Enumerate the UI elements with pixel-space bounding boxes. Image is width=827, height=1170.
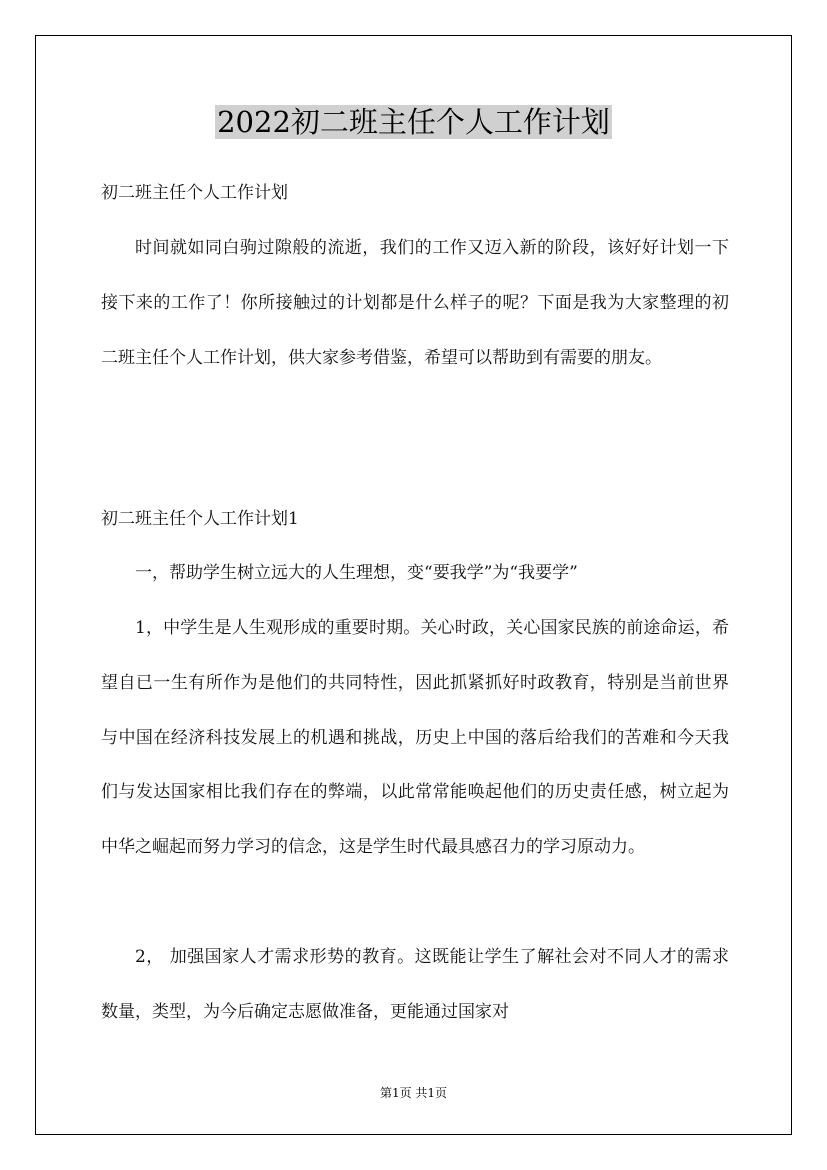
- document-title: [0, 100, 827, 144]
- intro-paragraph: 时间就如同白驹过隙般的流逝，我们的工作又迈入新的阶段，该好好计划一下接下来的工作了！你所接触过的计划都是什么样子的呢？下面是我为大家整理的初二班主任个人工作计划，供大家参考借鉴，希望可以帮助到有需要的朋友。: [101, 238, 729, 368]
- point-heading: 一，帮助学生树立远大的人生理想，变“要我学”为“我要学”: [135, 563, 578, 583]
- document-title-text: 2022初二班主任个人工作计划: [217, 105, 610, 139]
- document-subheading: 初二班主任个人工作计划: [101, 183, 288, 203]
- section-heading: 初二班主任个人工作计划1: [101, 509, 299, 529]
- item-2-paragraph: 2， 加强国家人才需求形势的教育。这既能让学生了解社会对不同人才的需求数量，类型，为今后确定志愿做准备，更能通过国家对: [101, 947, 729, 1022]
- page-number: 第1页 共1页: [379, 1086, 448, 1100]
- item-1-paragraph: 1，中学生是人生观形成的重要时期。关心时政，关心国家民族的前途命运，希望自已一生有所作为是他们的共同特性，因此抓紧抓好时政教育，特别是当前世界与中国在经济科技发展上的机遇和挑战，历史上中国的落后给我们的苦难和今天我们与发达国家相比我们存在的弊端，以此常常能唤起他们的历史责任感，树立起为中华之崛起而努力学习的信念，这是学生时代最具感召力的学习原动力。: [101, 618, 729, 858]
